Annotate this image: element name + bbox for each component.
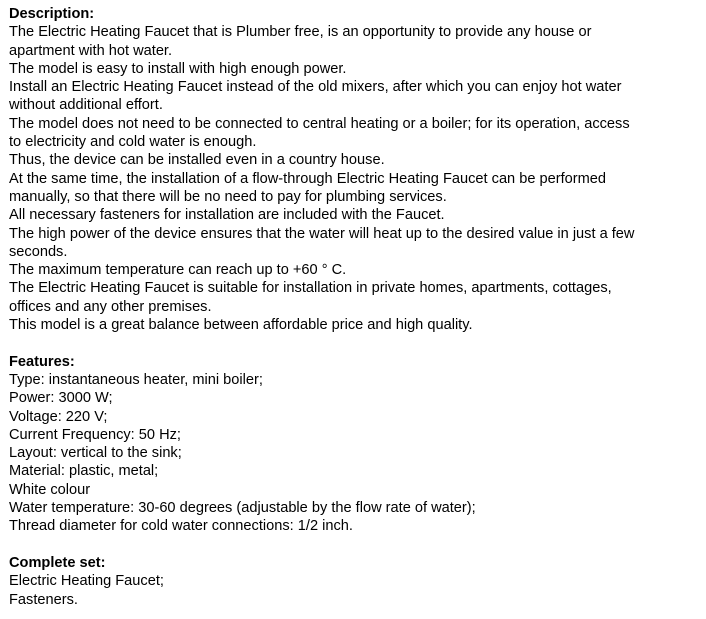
description-line: The maximum temperature can reach up to +60 ° C.: [9, 262, 347, 279]
feature-line: Current Frequency: 50 Hz;: [9, 426, 181, 443]
description-line: offices and any other premises.: [9, 298, 212, 315]
description-line: to electricity and cold water is enough.: [9, 134, 257, 151]
description-line: The model is easy to install with high enough power.: [9, 60, 347, 77]
description-line: The Electric Heating Faucet is suitable for installation in private homes, apartments, cottages,: [9, 280, 612, 297]
product-document: [9, 5, 701, 609]
description-line: All necessary fasteners for installation are included with the Faucet.: [9, 207, 445, 224]
complete-set-line: Electric Heating Faucet;: [9, 573, 164, 590]
description-line: Install an Electric Heating Faucet instead of the old mixers, after which you can enjoy hot water: [9, 79, 622, 96]
description-line: The Electric Heating Faucet that is Plumber free, is an opportunity to provide any house or: [9, 24, 592, 41]
description-line: The high power of the device ensures that the water will heat up to the desired value in just a few: [9, 225, 635, 242]
feature-line: Type: instantaneous heater, mini boiler;: [9, 371, 263, 388]
complete-set-line: Fasteners.: [9, 591, 78, 608]
feature-line: Water temperature: 30-60 degrees (adjustable by the flow rate of water);: [9, 500, 476, 517]
complete-set-section: [9, 554, 701, 609]
description-line: This model is a great balance between affordable price and high quality.: [9, 317, 473, 334]
feature-line: White colour: [9, 481, 91, 498]
features-heading: Features:: [9, 353, 75, 370]
description-line: apartment with hot water.: [9, 42, 173, 59]
description-line: without additional effort.: [9, 97, 163, 114]
description-section: [9, 5, 701, 334]
description-line: manually, so that there will be no need to pay for plumbing services.: [9, 188, 447, 205]
description-line: seconds.: [9, 243, 68, 260]
description-line: Thus, the device can be installed even in a country house.: [9, 152, 385, 169]
feature-line: Power: 3000 W;: [9, 390, 113, 407]
complete-set-heading: Complete set:: [9, 554, 106, 571]
section-spacer: [9, 536, 701, 554]
description-line: The model does not need to be connected to central heating or a boiler; for its operation, access: [9, 115, 630, 132]
feature-line: Layout: vertical to the sink;: [9, 445, 182, 462]
feature-line: Thread diameter for cold water connections: 1/2 inch.: [9, 518, 353, 535]
features-section: [9, 353, 701, 536]
feature-line: Voltage: 220 V;: [9, 408, 108, 425]
description-line: At the same time, the installation of a flow-through Electric Heating Faucet can be performed: [9, 170, 607, 187]
section-spacer: [9, 334, 701, 352]
feature-line: Material: plastic, metal;: [9, 463, 159, 480]
description-heading: Description:: [9, 6, 95, 22]
